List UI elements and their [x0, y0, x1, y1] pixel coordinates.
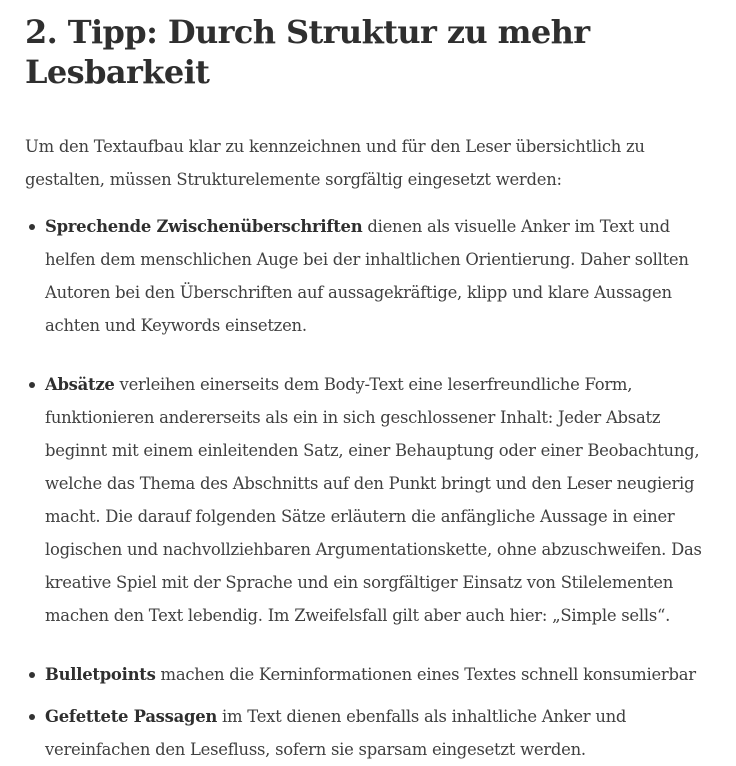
bullet-list — [25, 210, 716, 766]
bullet-term: Gefettete Passagen — [45, 707, 218, 726]
bullet-term: Bulletpoints — [45, 665, 156, 684]
bullet-item-bulletpoints — [25, 658, 716, 691]
bullet-item-zwischenueberschriften — [25, 210, 716, 342]
bullet-text: im Text dienen ebenfalls als inhaltliche Anker und vereinfachen den Lesefluss, sofern sie sparsam eingesetzt werden. — [45, 707, 627, 759]
bullet-text: dienen als visuelle Anker im Text und helfen dem menschlichen Auge bei der inhaltlichen Orientierung. Daher sollten Autoren bei den Überschriften auf aussagekräftige, klipp und klare Aussagen achten und Keywords einsetzen. — [45, 217, 689, 335]
bullet-item-absaetze — [25, 368, 716, 632]
section-heading: 2. Tipp: Durch Struktur zu mehr Lesbarkeit — [25, 13, 590, 91]
bullet-term: Absätze — [45, 375, 115, 394]
bullet-text: verleihen einerseits dem Body-Text eine leserfreundliche Form, funktionieren andererseits als ein in sich geschlossener Inhalt: Jeder Absatz beginnt mit einem einleitenden Satz, einer Behauptung oder einer Beobachtung, welche das Thema des Abschnitts auf den Punkt bringt und den Leser neugierig macht. Die darauf folgenden Sätze erläutern die anfängliche Aussage in einer logischen und nachvollziehbaren Argumentationskette, ohne abzuschweifen. Das kreative Spiel mit der Sprache und ein sorgfältiger Einsatz von Stilelementen machen den Text lebendig. Im Zweifelsfall gilt aber auch hier: „Simple sells“. — [45, 375, 702, 625]
bullet-text: machen die Kerninformationen eines Textes schnell konsumierbar — [155, 665, 696, 684]
intro-paragraph: Um den Textaufbau klar zu kennzeichnen und für den Leser übersichtlich zu gestalten, müssen Strukturelemente sorgfältig eingesetzt werden: — [25, 137, 645, 189]
bullet-term: Sprechende Zwischenüberschriften — [45, 217, 363, 236]
bullet-item-gefettete-passagen — [25, 700, 716, 766]
